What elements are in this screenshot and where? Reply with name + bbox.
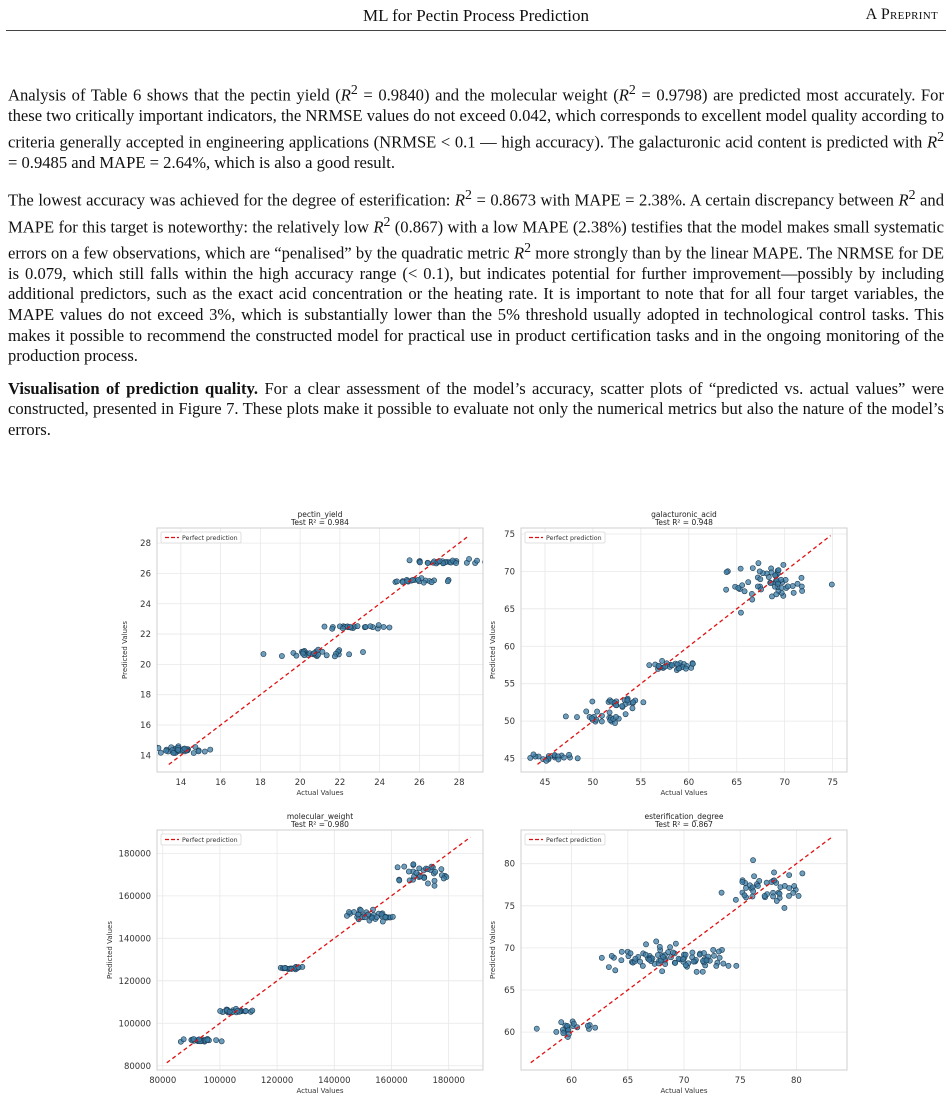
data-point <box>762 893 767 898</box>
data-point <box>647 957 652 962</box>
data-point <box>742 589 747 594</box>
y-tick-label: 20 <box>140 660 151 671</box>
data-point <box>643 942 648 947</box>
data-point <box>683 666 688 671</box>
subplot-pectin_yield <box>121 510 488 797</box>
x-tick-label: 22 <box>334 778 346 788</box>
data-point <box>743 885 748 890</box>
data-point <box>346 652 351 657</box>
data-point <box>196 749 201 754</box>
data-point <box>740 879 745 884</box>
x-tick-label: 55 <box>635 778 647 788</box>
perfect-prediction-line <box>169 535 469 764</box>
data-point <box>755 883 760 888</box>
data-point <box>214 1038 219 1043</box>
data-point <box>829 582 834 587</box>
subplot-galacturonic_acid <box>489 510 847 797</box>
data-point <box>394 579 399 584</box>
data-point <box>417 560 422 565</box>
data-point <box>158 750 163 755</box>
data-point <box>775 581 780 586</box>
y-tick-label: 75 <box>504 529 515 540</box>
data-point <box>205 1037 210 1042</box>
data-point <box>787 872 792 877</box>
y-tick-label: 22 <box>140 630 151 641</box>
data-point <box>663 961 668 966</box>
data-point <box>227 1009 232 1014</box>
data-point <box>432 883 437 888</box>
data-point <box>411 862 416 867</box>
data-point <box>791 590 796 595</box>
data-point <box>714 963 719 968</box>
data-point <box>152 743 157 748</box>
data-point <box>374 915 379 920</box>
data-point <box>630 706 635 711</box>
data-point <box>633 956 638 961</box>
data-point <box>733 897 738 902</box>
data-point <box>250 1008 255 1013</box>
scatter-plot-grid <box>100 500 860 1100</box>
data-point <box>594 709 599 714</box>
data-point <box>751 874 756 879</box>
data-point <box>381 624 386 629</box>
data-point <box>786 893 791 898</box>
x-tick-label: 75 <box>827 778 839 788</box>
x-axis-label: Actual Values <box>296 789 344 797</box>
data-point <box>585 1023 590 1028</box>
y-tick-label: 60 <box>504 642 515 653</box>
subplot-subtitle: Test R² = 0.980 <box>291 820 349 829</box>
data-point <box>625 698 630 703</box>
running-title: ML for Pectin Process Prediction <box>363 6 589 25</box>
legend-label: Perfect prediction <box>546 535 602 542</box>
data-point <box>717 955 722 960</box>
x-tick-label: 24 <box>374 778 386 788</box>
data-point <box>619 958 624 963</box>
x-axis-label: Actual Values <box>660 789 708 797</box>
data-point <box>738 610 743 615</box>
y-tick-label: 14 <box>140 751 151 762</box>
x-tick-label: 60 <box>683 778 695 788</box>
data-point <box>556 757 561 762</box>
data-point <box>680 956 685 961</box>
x-tick-label: 26 <box>413 778 425 788</box>
data-point <box>623 712 628 717</box>
y-tick-label: 16 <box>140 721 151 732</box>
y-tick-label: 45 <box>504 754 515 765</box>
data-point <box>425 560 430 565</box>
page-header <box>6 0 946 28</box>
data-point <box>407 558 412 563</box>
x-tick-label: 45 <box>539 778 551 788</box>
data-point <box>631 700 636 705</box>
x-tick-label: 120000 <box>260 1076 294 1086</box>
data-point <box>785 584 790 589</box>
y-tick-label: 70 <box>504 567 515 578</box>
data-point <box>724 569 729 574</box>
data-point <box>606 964 611 969</box>
data-point <box>208 747 213 752</box>
data-point <box>425 881 430 886</box>
data-point <box>182 746 187 751</box>
data-point <box>593 1025 598 1030</box>
data-point <box>390 914 395 919</box>
data-point <box>647 663 652 668</box>
data-point <box>320 649 325 654</box>
data-point <box>368 624 373 629</box>
data-point <box>584 709 589 714</box>
data-point <box>661 954 666 959</box>
data-point <box>659 658 664 663</box>
body-text <box>8 80 944 453</box>
y-tick-label: 24 <box>140 599 151 610</box>
data-point <box>294 653 299 658</box>
data-point <box>721 961 726 966</box>
data-point <box>736 585 741 590</box>
y-tick-label: 75 <box>504 901 515 912</box>
data-point <box>439 867 444 872</box>
data-points <box>528 561 835 764</box>
x-tick-label: 140000 <box>318 1076 351 1086</box>
data-point <box>691 959 696 964</box>
x-tick-label: 65 <box>731 778 743 788</box>
y-tick-label: 120000 <box>118 976 151 987</box>
data-point <box>441 876 446 881</box>
data-point <box>607 710 612 715</box>
data-point <box>279 653 284 658</box>
x-tick-label: 160000 <box>375 1076 408 1086</box>
data-point <box>628 951 633 956</box>
x-tick-label: 14 <box>175 778 187 788</box>
paragraph-2: The lowest accuracy was achieved for the degree of esterification: $R^2 = 0.8673$ with MAPE = 2.38%. A certain discrepancy between $R^2$ and MAPE for this target is noteworthy: the relatively low $R^2$ (0.867) with a low MAPE (2.38%) testifies that the model makes small systematic errors on a few observations, which are “penalised” by the quadratic metric $R^2$ more strongly than by the linear MAPE. The NRMSE for DE is 0.079, which still falls within the high accuracy range (< 0.1), but indicates potential for further improvement—possibly by including additional predictors, such as the exact acid concentration or the heating rate. It is important to note that for all four target variables, the MAPE values do not exceed 3%, which is substantially lower than the 5% threshold usually adopted in technological control tasks. This makes it possible to recommend the constructed model for practical use in product certification tasks and in the ongoing monitoring of the production process. <box>8 187 945 366</box>
y-axis-label: Predicted Values <box>106 921 114 979</box>
data-point <box>777 891 782 896</box>
y-tick-label: 80 <box>504 859 515 870</box>
data-point <box>191 750 196 755</box>
data-point <box>782 905 787 910</box>
data-point <box>563 714 568 719</box>
data-point <box>757 569 762 574</box>
x-tick-label: 50 <box>587 778 599 788</box>
data-point <box>716 949 721 954</box>
x-tick-label: 180000 <box>432 1076 465 1086</box>
x-tick-label: 65 <box>622 1076 634 1086</box>
data-point <box>670 950 675 955</box>
data-point <box>771 870 776 875</box>
data-point <box>799 584 804 589</box>
data-point <box>282 965 287 970</box>
y-tick-label: 180000 <box>118 849 151 860</box>
data-point <box>758 577 763 582</box>
subplot-subtitle: Test R² = 0.984 <box>291 518 349 527</box>
data-point <box>613 968 618 973</box>
legend-label: Perfect prediction <box>182 535 238 542</box>
subplot-subtitle: Test R² = 0.867 <box>655 820 713 829</box>
y-tick-label: 28 <box>140 539 151 550</box>
perfect-prediction-line <box>537 536 830 765</box>
data-point <box>690 950 695 955</box>
data-point <box>641 700 646 705</box>
x-tick-label: 75 <box>734 1076 746 1086</box>
data-point <box>164 748 169 753</box>
data-point <box>683 963 688 968</box>
x-tick-label: 80000 <box>149 1076 177 1086</box>
legend-label: Perfect prediction <box>182 837 238 844</box>
data-point <box>694 969 699 974</box>
data-point <box>322 624 327 629</box>
data-point <box>673 960 678 965</box>
data-point <box>330 626 335 631</box>
subplot-subtitle: Test R² = 0.948 <box>655 518 713 527</box>
y-tick-label: 80000 <box>123 1061 151 1072</box>
data-point <box>599 719 604 724</box>
data-point <box>613 714 618 719</box>
x-tick-label: 70 <box>678 1076 690 1086</box>
data-point <box>726 963 731 968</box>
data-point <box>724 587 729 592</box>
data-point <box>670 663 675 668</box>
paragraph-3: Visualisation of prediction quality. For a clear assessment of the model’s accuracy, scatter plots of “predicted vs. actual values” were constructed, presented in Figure 7. These plots make it possible to evaluate not only the numerical metrics but also the nature of the model’s errors. <box>8 378 944 439</box>
preprint-tag: A Preprint <box>865 6 938 23</box>
data-point <box>534 1026 539 1031</box>
y-tick-label: 65 <box>504 986 515 996</box>
data-point <box>790 583 795 588</box>
data-point <box>719 890 724 895</box>
subplot-title: galacturonic_acid <box>651 510 717 519</box>
data-point <box>770 894 775 899</box>
subplot-molecular_weight <box>106 812 483 1095</box>
data-point <box>599 955 604 960</box>
y-tick-label: 26 <box>140 569 151 580</box>
data-point <box>429 580 434 585</box>
data-point <box>433 869 438 874</box>
data-point <box>774 898 779 903</box>
data-point <box>609 953 614 958</box>
data-point <box>657 944 662 949</box>
data-point <box>445 579 450 584</box>
y-axis-label: Predicted Values <box>489 621 497 679</box>
y-tick-label: 70 <box>504 943 515 954</box>
data-point <box>355 624 360 629</box>
data-point <box>218 1008 223 1013</box>
data-points <box>137 556 488 755</box>
data-point <box>171 750 176 755</box>
data-point <box>750 858 755 863</box>
figure-7 <box>100 500 860 1100</box>
data-point <box>383 915 388 920</box>
data-point <box>332 654 337 659</box>
data-point <box>667 945 672 950</box>
data-point <box>561 755 566 760</box>
data-point <box>774 592 779 597</box>
data-point <box>340 626 345 631</box>
data-point <box>781 562 786 567</box>
data-point <box>453 560 458 565</box>
data-point <box>700 969 705 974</box>
data-point <box>776 568 781 573</box>
x-tick-label: 60 <box>566 1076 578 1086</box>
data-point <box>395 865 400 870</box>
data-point <box>474 558 479 563</box>
data-point <box>742 893 747 898</box>
data-point <box>796 893 801 898</box>
x-axis-label: Actual Values <box>296 1087 344 1095</box>
data-point <box>766 575 771 580</box>
data-point <box>402 864 407 869</box>
data-point <box>734 963 739 968</box>
data-point <box>787 885 792 890</box>
data-point <box>181 1037 186 1042</box>
data-point <box>750 566 755 571</box>
data-point <box>751 889 756 894</box>
data-point <box>673 941 678 946</box>
subplot-title: pectin_yield <box>297 510 343 519</box>
subplot-esterification_degree <box>489 812 847 1095</box>
legend-label: Perfect prediction <box>546 837 602 844</box>
data-point <box>466 556 471 561</box>
data-point <box>243 1008 248 1013</box>
data-point <box>701 950 706 955</box>
paragraph-1: Analysis of Table 6 shows that the pectin yield $(R^2 = 0.9840)$ and the molecular weight $(R^2 = 0.9798)$ are predicted most accurately. For these two critically important indicators, the NRMSE values do not exceed 0.042, which corresponds to excellent model quality according to criteria generally accepted in engineering applications (NRMSE < 0.1 — high accuracy). The galacturonic acid content is predicted with $R^2 = 0.9485$ and MAPE = 2.64%, which is also a good result. <box>8 82 944 172</box>
x-tick-label: 70 <box>779 778 791 788</box>
data-point <box>711 953 716 958</box>
data-point <box>554 1029 559 1034</box>
subplot-title: esterification_degree <box>644 812 724 821</box>
perfect-prediction-line <box>531 837 832 1062</box>
data-point <box>640 963 645 968</box>
legend <box>161 532 241 543</box>
data-point <box>397 878 402 883</box>
data-point <box>756 561 761 566</box>
y-tick-label: 55 <box>504 679 515 690</box>
y-axis-label: Predicted Values <box>121 621 129 679</box>
data-point <box>202 749 207 754</box>
x-axis-label: Actual Values <box>660 1087 708 1095</box>
y-axis-label: Predicted Values <box>489 921 497 979</box>
data-point <box>792 883 797 888</box>
y-tick-label: 140000 <box>118 934 151 945</box>
data-point <box>432 878 437 883</box>
data-point <box>363 624 368 629</box>
x-tick-label: 16 <box>215 778 227 788</box>
data-point <box>799 575 804 580</box>
data-point <box>346 909 351 914</box>
data-point <box>750 597 755 602</box>
data-points <box>534 858 805 1040</box>
data-point <box>738 566 743 571</box>
y-tick-label: 100000 <box>118 1019 151 1030</box>
data-point <box>690 661 695 666</box>
y-tick-label: 160000 <box>118 891 151 902</box>
data-point <box>219 1039 224 1044</box>
data-point <box>300 651 305 656</box>
y-tick-label: 65 <box>504 604 515 615</box>
x-tick-label: 80 <box>790 1076 802 1086</box>
data-point <box>531 752 536 757</box>
data-point <box>654 939 659 944</box>
data-point <box>704 958 709 963</box>
data-point <box>360 649 365 654</box>
data-point <box>746 580 751 585</box>
data-point <box>619 703 624 708</box>
x-tick-label: 18 <box>254 778 266 788</box>
data-point <box>261 651 266 656</box>
data-point <box>416 577 421 582</box>
data-point <box>677 666 682 671</box>
data-point <box>800 871 805 876</box>
legend <box>525 834 605 845</box>
data-point <box>711 947 716 952</box>
legend <box>525 532 605 543</box>
data-point <box>324 653 329 658</box>
x-tick-label: 28 <box>453 778 465 788</box>
data-point <box>575 756 580 761</box>
data-point <box>619 949 624 954</box>
y-tick-label: 18 <box>140 690 151 701</box>
x-tick-label: 20 <box>294 778 306 788</box>
data-point <box>643 952 648 957</box>
data-point <box>387 625 392 630</box>
data-point <box>406 869 411 874</box>
data-point <box>590 699 595 704</box>
data-point <box>574 714 579 719</box>
y-tick-label: 60 <box>504 1028 515 1039</box>
data-point <box>660 969 665 974</box>
data-point <box>561 1031 566 1036</box>
data-point <box>376 623 381 628</box>
subplot-title: molecular_weight <box>286 812 354 821</box>
data-point <box>400 579 405 584</box>
data-point <box>175 747 180 752</box>
legend <box>161 834 241 845</box>
paragraph-heading: Visualisation of prediction quality. <box>8 378 259 398</box>
y-tick-label: 50 <box>504 717 515 728</box>
data-point <box>566 752 571 757</box>
x-tick-label: 100000 <box>203 1076 237 1086</box>
header-rule <box>6 30 946 31</box>
